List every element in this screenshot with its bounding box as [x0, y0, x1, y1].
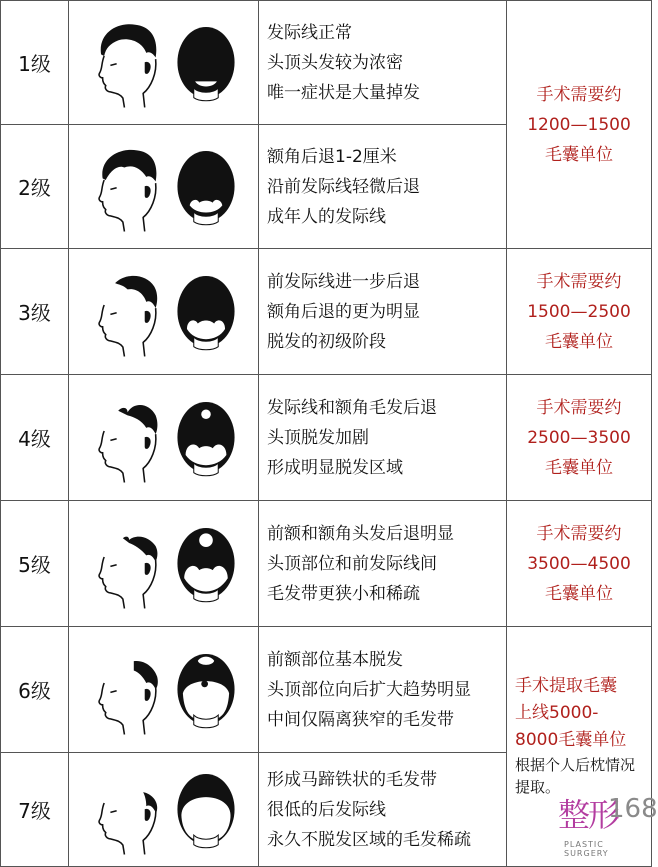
- cost-line: 8000毛囊单位: [515, 730, 627, 750]
- cost-cell: [507, 249, 652, 375]
- cost-line: 手术需要约: [536, 84, 622, 105]
- description-cell: [259, 125, 507, 249]
- cost-line: 毛囊单位: [545, 583, 613, 604]
- top-view-icon: [172, 17, 240, 109]
- illustration-cell: [69, 375, 259, 501]
- level-label: 3级: [1, 249, 69, 375]
- cost-line: 2500—3500: [527, 427, 631, 448]
- cost-line: 手术需要约: [536, 397, 622, 418]
- cost-line: 毛囊单位: [545, 457, 613, 478]
- side-profile-icon: [87, 644, 165, 736]
- clinic-logo: [556, 790, 658, 866]
- cost-line: 手术需要约: [536, 271, 622, 292]
- logo-number: 168: [608, 794, 658, 824]
- top-view-icon: [172, 141, 240, 233]
- illustration-cell: [69, 753, 259, 867]
- side-profile-icon: [87, 17, 165, 109]
- cost-line: 3500—4500: [527, 553, 631, 574]
- cost-line: 毛囊单位: [545, 331, 613, 352]
- description-line: 很低的后发际线: [267, 799, 386, 820]
- cost-line: 1500—2500: [527, 301, 631, 322]
- description-line: 前额部位基本脱发: [267, 649, 403, 670]
- cost-line: 上线5000-: [515, 703, 599, 723]
- illustration-cell: [69, 501, 259, 627]
- logo-tagline: PLASTIC SURGERY: [564, 840, 609, 858]
- level-label: 7级: [1, 753, 69, 867]
- level-label: 5级: [1, 501, 69, 627]
- description-line: 沿前发际线轻微后退: [267, 176, 420, 197]
- cost-note: 根据个人后枕情况: [515, 756, 636, 774]
- top-view-icon: [172, 644, 240, 736]
- description-cell: [259, 627, 507, 753]
- description-line: 前额和额角头发后退明显: [267, 523, 454, 544]
- table-row: [1, 375, 652, 501]
- cost-line: 1200—1500: [527, 114, 631, 135]
- top-view-icon: [172, 266, 240, 358]
- description-line: 发际线正常: [267, 22, 352, 43]
- description-cell: [259, 375, 507, 501]
- illustration-cell: [69, 125, 259, 249]
- side-profile-icon: [87, 518, 165, 610]
- description-line: 发际线和额角毛发后退: [267, 397, 437, 418]
- description-line: 永久不脱发区域的毛发稀疏: [267, 829, 471, 850]
- top-view-icon: [172, 518, 240, 610]
- table-row: [1, 1, 652, 125]
- cost-cell: [507, 375, 652, 501]
- table-row: [1, 249, 652, 375]
- description-line: 唯一症状是大量掉发: [267, 82, 420, 103]
- illustration-cell: [69, 627, 259, 753]
- description-line: 头顶头发较为浓密: [267, 52, 403, 73]
- description-line: 头顶部位向后扩大趋势明显: [267, 679, 471, 700]
- cost-note: 提取。: [515, 778, 561, 796]
- level-label: 2级: [1, 125, 69, 249]
- table-row: [1, 627, 652, 753]
- description-line: 头顶脱发加剧: [267, 427, 369, 448]
- description-line: 头顶部位和前发际线间: [267, 553, 437, 574]
- description-cell: [259, 249, 507, 375]
- cost-line: 毛囊单位: [545, 144, 613, 165]
- side-profile-icon: [87, 392, 165, 484]
- side-profile-icon: [87, 141, 165, 233]
- description-cell: [259, 1, 507, 125]
- description-line: 前发际线进一步后退: [267, 271, 420, 292]
- description-line: 脱发的初级阶段: [267, 331, 386, 352]
- description-line: 中间仅隔离狭窄的毛发带: [267, 709, 454, 730]
- cost-cell: [507, 1, 652, 249]
- description-line: 成年人的发际线: [267, 206, 386, 227]
- top-view-icon: [172, 392, 240, 484]
- logo-text: 整形: [558, 796, 619, 834]
- description-line: 毛发带更狭小和稀疏: [267, 583, 420, 604]
- description-line: 形成马蹄铁状的毛发带: [267, 769, 437, 790]
- cost-cell: [507, 501, 652, 627]
- level-label: 1级: [1, 1, 69, 125]
- cost-line: 手术需要约: [536, 523, 622, 544]
- description-line: 额角后退1-2厘米: [267, 146, 397, 167]
- top-view-icon: [172, 764, 240, 856]
- cost-line: 手术提取毛囊: [515, 676, 617, 696]
- description-line: 形成明显脱发区域: [267, 457, 403, 478]
- side-profile-icon: [87, 764, 165, 856]
- table-row: [1, 501, 652, 627]
- description-cell: [259, 501, 507, 627]
- illustration-cell: [69, 1, 259, 125]
- description-cell: [259, 753, 507, 867]
- level-label: 6级: [1, 627, 69, 753]
- description-line: 额角后退的更为明显: [267, 301, 420, 322]
- level-label: 4级: [1, 375, 69, 501]
- illustration-cell: [69, 249, 259, 375]
- side-profile-icon: [87, 266, 165, 358]
